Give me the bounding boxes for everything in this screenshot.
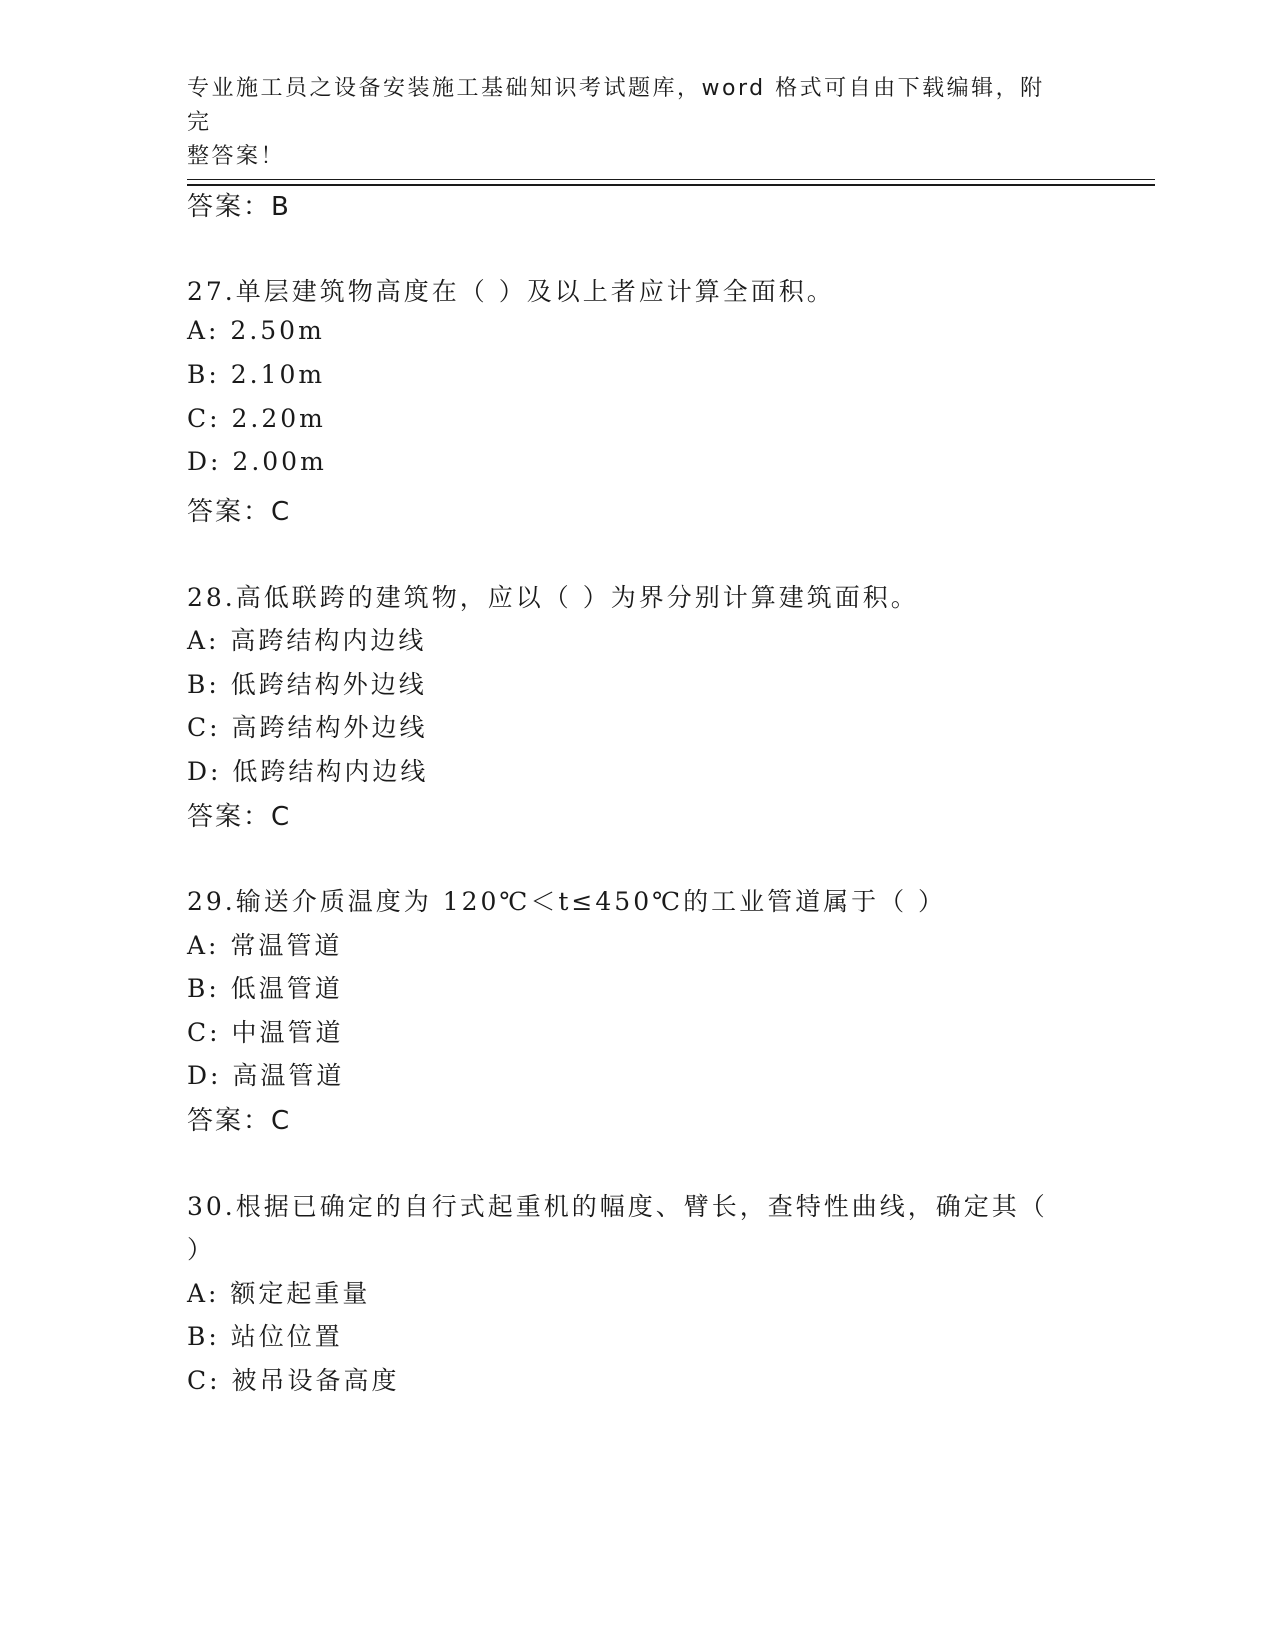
question-stem: 28.高低联跨的建筑物，应以（ ）为界分别计算建筑面积。 <box>187 583 919 612</box>
header-divider-thick <box>187 184 1155 186</box>
option-c: C: 高跨结构外边线 <box>187 713 428 742</box>
option-a: A: 常温管道 <box>187 931 343 960</box>
option-d: D: 低跨结构内边线 <box>187 757 429 786</box>
option-d: D: 2.00m <box>187 447 327 476</box>
question-stem-continued: ） <box>187 1235 216 1264</box>
question-stem: 27.单层建筑物高度在（ ）及以上者应计算全面积。 <box>187 277 835 306</box>
option-a: A: 高跨结构内边线 <box>187 626 427 655</box>
header-line-2: 整答案！ <box>187 144 286 169</box>
answer-line: 答案：C <box>187 802 292 832</box>
question-stem: 29.输送介质温度为 120℃＜t≤450℃的工业管道属于（ ） <box>187 887 947 916</box>
option-c: C: 被吊设备高度 <box>187 1366 400 1395</box>
document-header <box>187 72 1067 174</box>
option-c: C: 2.20m <box>187 404 326 433</box>
answer-line: 答案：C <box>187 497 292 527</box>
option-b: B: 站位位置 <box>187 1322 343 1351</box>
answer-line: 答案：B <box>187 192 291 222</box>
question-stem: 30.根据已确定的自行式起重机的幅度、臂长，查特性曲线，确定其（ <box>187 1192 1048 1221</box>
option-b: B: 低跨结构外边线 <box>187 670 427 699</box>
option-a: A: 额定起重量 <box>187 1279 371 1308</box>
header-divider-thin <box>187 179 1155 180</box>
option-b: B: 低温管道 <box>187 974 343 1003</box>
option-d: D: 高温管道 <box>187 1061 345 1090</box>
answer-line: 答案：C <box>187 1106 292 1136</box>
option-a: A: 2.50m <box>187 316 325 345</box>
option-b: B: 2.10m <box>187 360 326 389</box>
header-line-1: 专业施工员之设备安装施工基础知识考试题库，word 格式可自由下载编辑，附完 <box>187 76 1045 135</box>
option-c: C: 中温管道 <box>187 1018 344 1047</box>
